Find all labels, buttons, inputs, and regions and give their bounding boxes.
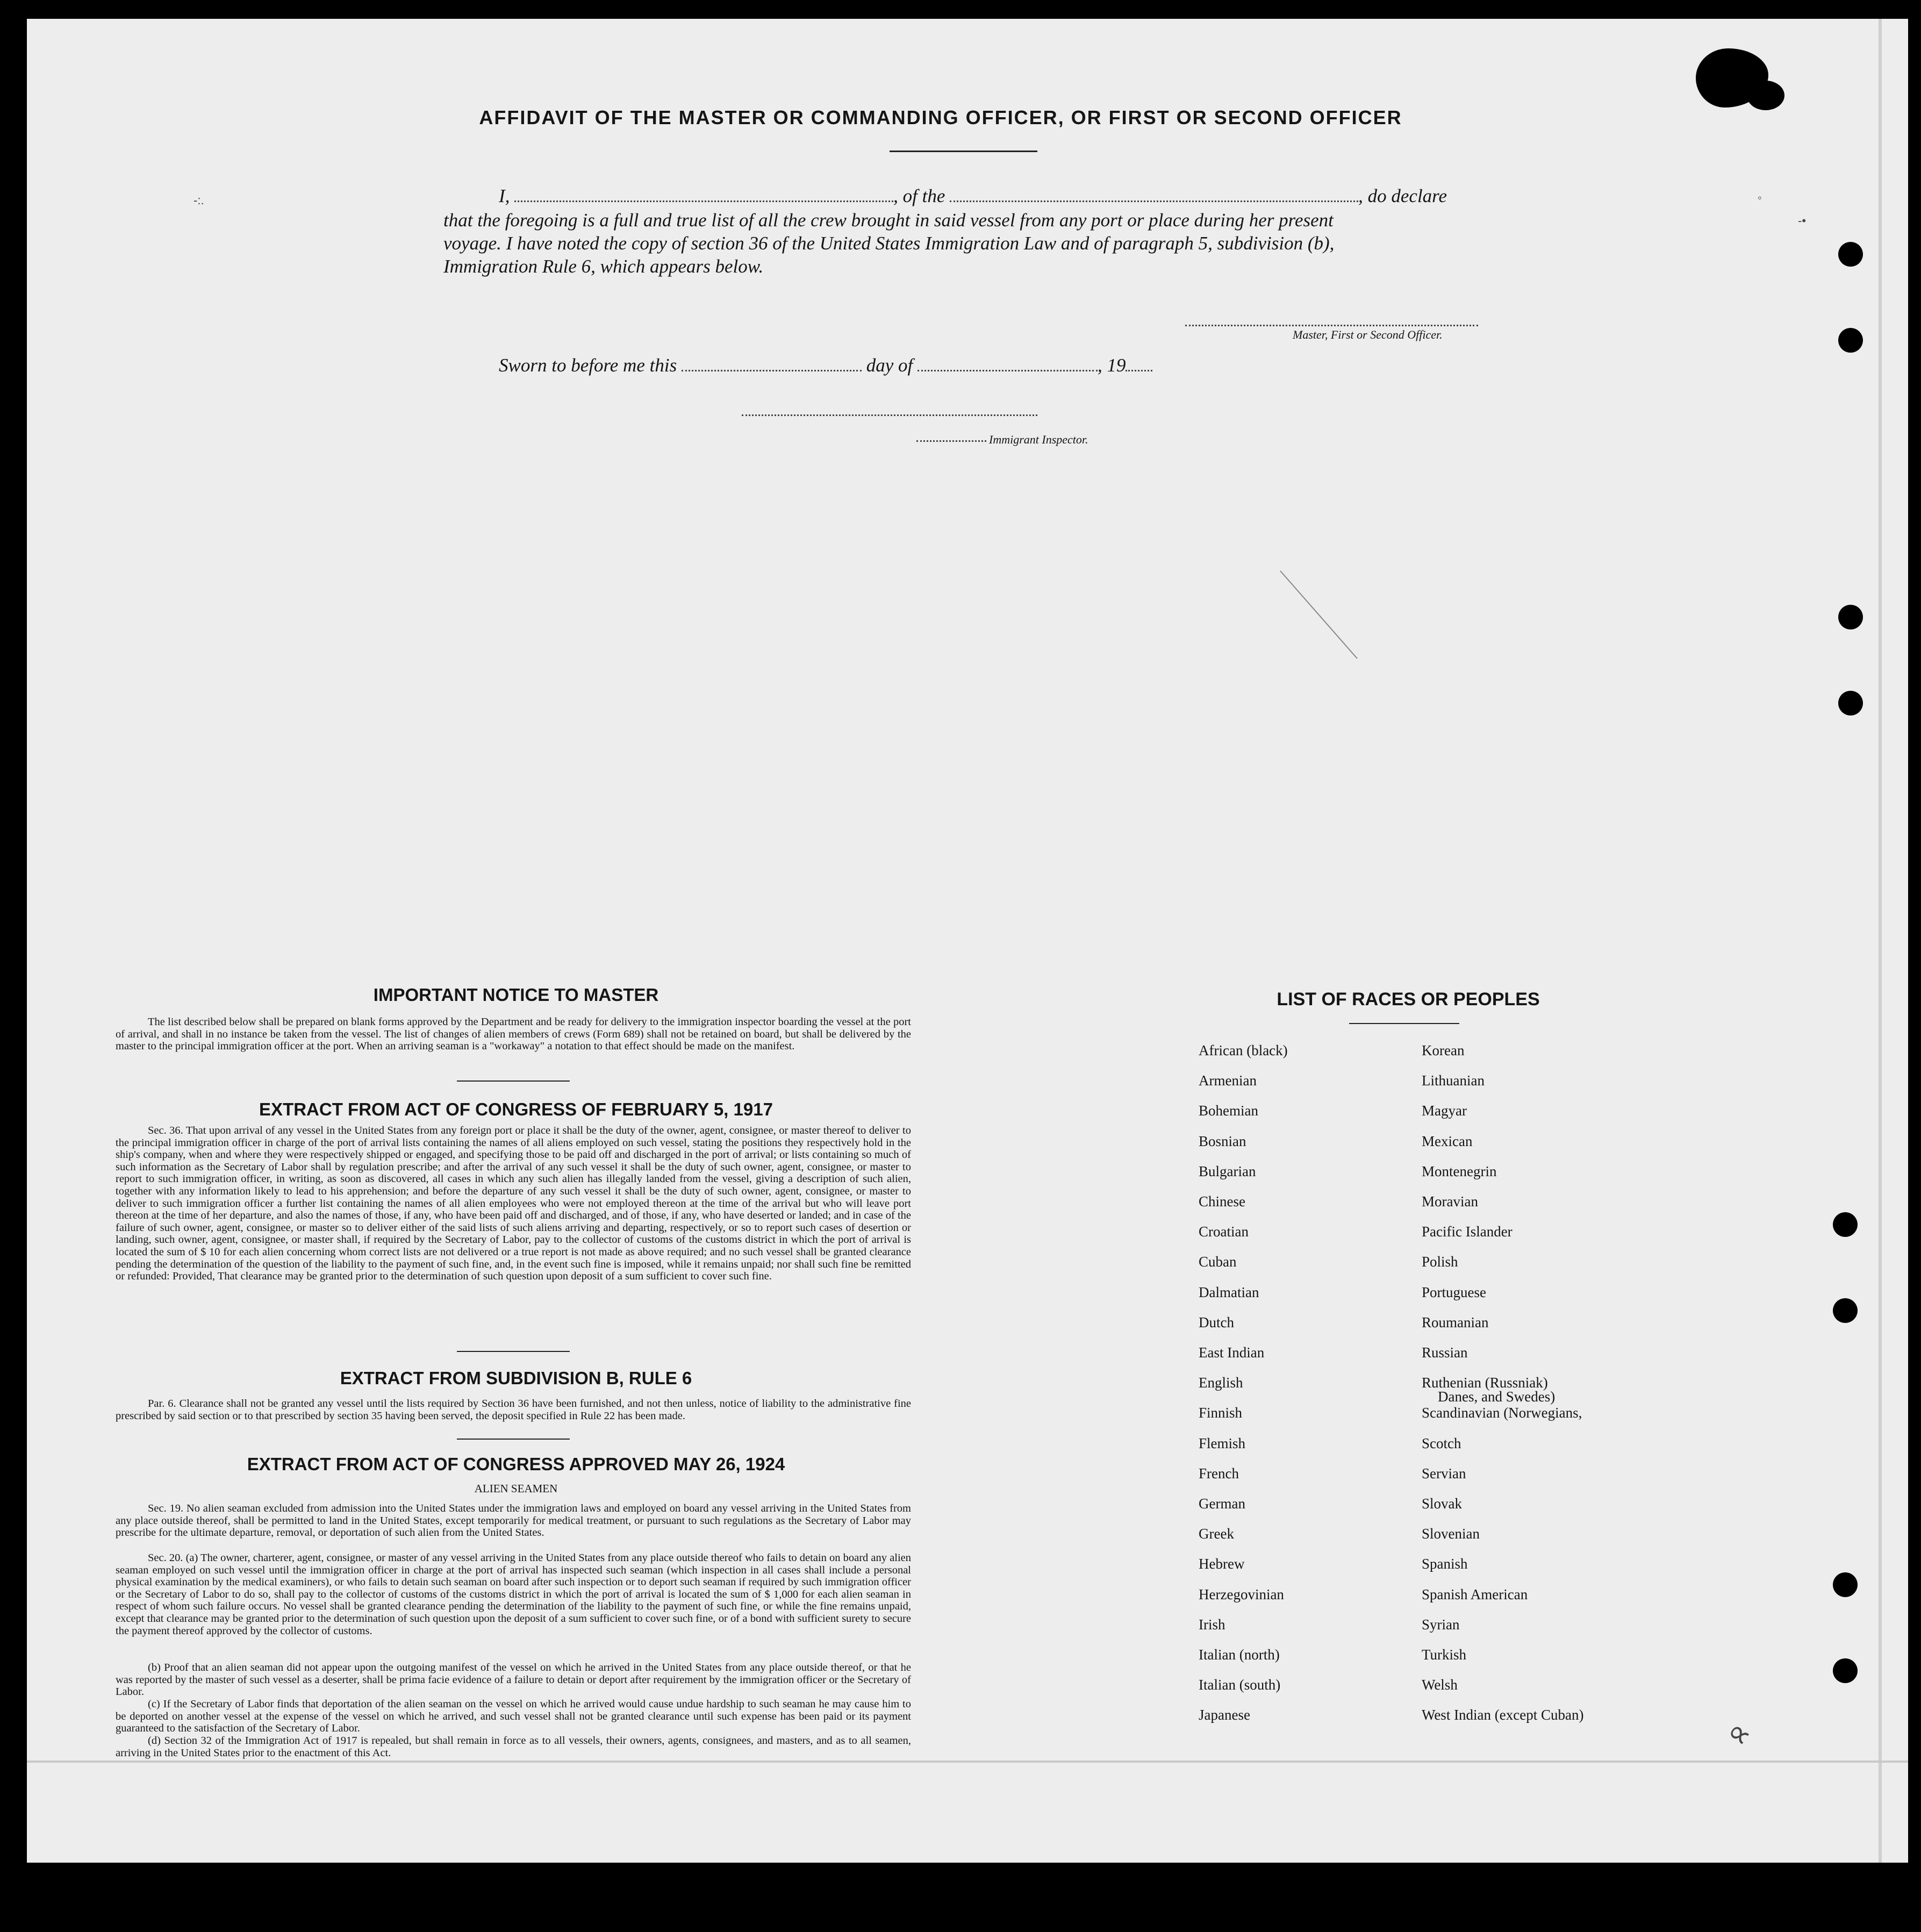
race-item: French: [1199, 1465, 1239, 1482]
section-rule: [457, 1351, 570, 1352]
race-item: Mexican: [1422, 1133, 1473, 1149]
day-of-label: day of: [866, 355, 913, 376]
extract-1924-sec20b: (b) Proof that an alien seaman did not appear upon the outgoing manifest of the vessel on which he arrived in the United States from any place outside thereof, or that he was reported by the master of such vessel as a deserter, shall be prima facie evidence of a failure to detain or deport after requirement by the immigration officer or the Secretary of Labor.: [116, 1662, 911, 1698]
extract-1924-title: EXTRACT FROM ACT OF CONGRESS APPROVED MAY 26, 1924: [247, 1454, 785, 1474]
race-item: Bosnian: [1199, 1133, 1246, 1149]
race-item: African (black): [1199, 1042, 1288, 1058]
affidavit-line-1: [499, 185, 1447, 207]
name-blank[interactable]: [514, 200, 893, 202]
race-item: Hebrew: [1199, 1556, 1245, 1572]
extract-1917-title: EXTRACT FROM ACT OF CONGRESS OF FEBRUARY 5, 1917: [259, 1099, 773, 1119]
race-item: Herzegovinian: [1199, 1586, 1284, 1602]
race-item: Slovak: [1422, 1495, 1463, 1512]
vessel-blank[interactable]: [950, 200, 1358, 202]
scan-mark: -:.: [193, 194, 204, 207]
race-item: German: [1199, 1495, 1245, 1512]
binder-hole-icon: [1838, 605, 1863, 629]
affidavit-line-3: voyage. I have noted the copy of section 36 of the United States Immigration Law and of paragraph 5, subdivision (b),: [443, 233, 1335, 254]
sworn-day-blank[interactable]: [682, 369, 862, 371]
race-item: Chinese: [1199, 1193, 1245, 1210]
notice-text: The list described below shall be prepared on blank forms approved by the Department and be ready for delivery to the immigration inspector boarding the vessel at the port of arrival, and shall in no instance be taken from the vessel. The list of changes of alien members of crews (Form 689) shall not be retained on board, but shall be delivered by the master to the principal immigration officer at the port. When an arriving seaman is a "workaway" a notation to that effect should be made on the manifest.: [116, 1016, 911, 1053]
race-item: West Indian (except Cuban): [1422, 1707, 1584, 1723]
extract-rule6-text: Par. 6. Clearance shall not be granted any vessel until the lists required by Section 36 have been furnished, and not then unless, notice of liability to the administrative fine prescribed by said section or to that prescribed by section 35 having been served, the deposit specified in Rule 22 has been made.: [116, 1398, 911, 1422]
page-fold: [1879, 19, 1882, 1863]
binder-hole-icon: [1838, 328, 1863, 353]
race-item: Cuban: [1199, 1254, 1237, 1270]
race-item: Moravian: [1422, 1193, 1478, 1210]
binder-hole-icon: [1833, 1298, 1858, 1323]
affidavit-title: AFFIDAVIT OF THE MASTER OR COMMANDING OFFICER, OR FIRST OR SECOND OFFICER: [479, 106, 1402, 128]
alien-seamen-subtitle: ALIEN SEAMEN: [474, 1482, 558, 1495]
race-item: Finnish: [1199, 1405, 1243, 1421]
section-rule: [457, 1081, 570, 1082]
race-item: Japanese: [1199, 1707, 1250, 1723]
race-item: Turkish: [1422, 1647, 1467, 1663]
race-item: Korean: [1422, 1042, 1465, 1058]
race-item: Ruthenian (Russniak): [1422, 1375, 1548, 1391]
race-item: Italian (south): [1199, 1677, 1281, 1693]
race-item: Bulgarian: [1199, 1163, 1256, 1179]
race-item: Russian: [1422, 1344, 1468, 1361]
race-item: English: [1199, 1375, 1243, 1391]
of-the-label: , of the: [893, 185, 945, 206]
race-item: Pacific Islander: [1422, 1223, 1513, 1240]
race-item: Portuguese: [1422, 1284, 1486, 1300]
page-bottom-edge: [27, 1761, 1908, 1763]
race-item: Slovenian: [1422, 1526, 1480, 1542]
notice-title: IMPORTANT NOTICE TO MASTER: [373, 985, 659, 1005]
binder-hole-icon: [1833, 1658, 1858, 1683]
binder-hole-icon: [1838, 691, 1863, 715]
races-title-rule: [1349, 1023, 1459, 1024]
extract-rule6-title: EXTRACT FROM SUBDIVISION B, RULE 6: [340, 1368, 692, 1388]
binder-hole-icon: [1833, 1212, 1858, 1237]
race-item: Lithuanian: [1422, 1072, 1485, 1089]
extract-1924-sec20d: (d) Section 32 of the Immigration Act of 1917 is repealed, but shall remain in force as to all vessels, their owners, agents, consignees, and masters, and as to all seamen, arriving in the United States prior to the enactment of this Act.: [116, 1735, 911, 1759]
race-item: Danes, and Swedes): [1438, 1389, 1556, 1405]
race-item: Roumanian: [1422, 1314, 1489, 1330]
affidavit-line-2: that the foregoing is a full and true list of all the crew brought in said vessel from any port or place during her present: [443, 210, 1334, 231]
pencil-stroke: [1279, 570, 1360, 661]
inspector-signature-blank[interactable]: [742, 414, 1037, 416]
scan-mark: -•: [1798, 214, 1807, 227]
race-item: Scotch: [1422, 1435, 1461, 1451]
race-item: East Indian: [1199, 1344, 1265, 1361]
sworn-month-blank[interactable]: [918, 369, 1098, 371]
title-rule: [890, 151, 1037, 152]
race-item: Bohemian: [1199, 1103, 1258, 1119]
race-item: Croatian: [1199, 1223, 1249, 1240]
sworn-line: [499, 355, 1152, 376]
race-item: Greek: [1199, 1526, 1234, 1542]
master-signature-blank[interactable]: [1185, 324, 1478, 326]
section-rule: [457, 1439, 570, 1440]
inspector-prefix-blank[interactable]: [916, 440, 986, 442]
extract-1917-text: Sec. 36. That upon arrival of any vessel in the United States from any foreign port or place it shall be the duty of the owner, agent, consignee, or master thereof to deliver to the principal immigration officer in charge of the port of arrival lists containing the names of all aliens employed on such vessel, stating the positions they respectively hold in the ship's company, when and where they were respectively shipped or engaged, and specifying those to be paid off and discharged in the port of arrival; or lists containing so much of such information as the Secretary of Labor shall by regulation prescribe; and after the arrival of any such vessel it shall be the duty of such owner, agent, consignee, or master to report to such immigration officer, in writing, as soon as discovered, all cases in which any such alien has illegally landed from the vessel, giving a description of such alien, together with any information likely to lead to his apprehension; and before the departure of any such vessel it shall be the duty of such owner, agent, consignee, or master to deliver to such immigration officer a further list containing the names of all alien employees who were not employed thereon at the time of the arrival but who will leave port thereon at the time of her departure, and also the names of those, if any, who have been paid off and discharged, and of those, if any, who have deserted or landed; and in case of the failure of such owner, agent, consignee, or master so to deliver either of the said lists of such aliens arriving and departing, respectively, or so to report such cases of desertion or landing, such owner, agent, consignee, or master shall, if required by the Secretary of Labor, pay to the collector of customs of the customs district in which the port of arrival is located the sum of $ 10 for each alien concerning whom correct lists are not delivered or a true report is not made as above required; and no such vessel shall be granted clearance pending the determination of the question of the liability to the payment of such fine, and, in the event such fine is imposed, while it remains unpaid; nor shall such fine be remitted or refunded: Provided, That clearance may be granted prior to the determination of such question upon deposit of a sum sufficient to cover such fine.: [116, 1125, 911, 1283]
race-item: Polish: [1422, 1254, 1458, 1270]
race-item: Welsh: [1422, 1677, 1458, 1693]
do-declare-label: , do declare: [1358, 185, 1447, 206]
extract-1924-sec20a: Sec. 20. (a) The owner, charterer, agent, consignee, or master of any vessel arriving in the United States from any place outside thereof who fails to detain on board any alien seaman employed on such vessel until the immigration officer in charge at the port of arrival has inspected such seaman (which inspection in all cases shall include a personal physical examination by the medical examiners), or who fails to detain such seaman on board after such inspection or to deport such seaman if required by such immigration officer or the Secretary of Labor to do so, shall pay to the collector of customs of the customs district in which the port of arrival is located the sum of $ 1,000 for each alien seaman in respect of whom such failure occurs. No vessel shall be granted clearance pending the determination of the liability to the payment of such fine, or while the fine remains unpaid, except that clearance may be granted prior to the determination of such question upon the deposit of a sum sufficient to cover such fine, or of a bond with sufficient surety to secure the payment thereof approved by the collector of customs.: [116, 1552, 911, 1637]
sworn-year-blank[interactable]: [1126, 369, 1152, 371]
race-item: Spanish American: [1422, 1586, 1528, 1602]
sworn-label: Sworn to before me this: [499, 355, 677, 376]
extract-1924-sec19: Sec. 19. No alien seaman excluded from admission into the United States under the immigration laws and employed on board any vessel arriving in the United States from any place outside thereof, shall be permitted to land in the United States, except temporarily for medical treatment, or pursuant to such regulations as the Secretary of Labor may prescribe for the ultimate departure, removal, or deportation of such alien from the United States.: [116, 1502, 911, 1539]
scan-mark: ◦: [1758, 191, 1762, 204]
pen-mark: ∝: [1719, 1712, 1760, 1755]
race-item: Italian (north): [1199, 1647, 1280, 1663]
binder-hole-icon: [1838, 242, 1863, 267]
race-item: Armenian: [1199, 1072, 1257, 1089]
inspector-label: Immigrant Inspector.: [989, 433, 1088, 446]
race-item: Servian: [1422, 1465, 1466, 1482]
i-label: I,: [499, 185, 510, 206]
race-item: Dalmatian: [1199, 1284, 1259, 1300]
year-prefix-label: , 19: [1097, 355, 1126, 376]
race-item: Dutch: [1199, 1314, 1234, 1330]
race-item: Syrian: [1422, 1616, 1460, 1633]
master-signature-label: Master, First or Second Officer.: [1293, 328, 1443, 341]
affidavit-line-4: Immigration Rule 6, which appears below.: [443, 256, 764, 277]
race-item: Scandinavian (Norwegians,: [1422, 1405, 1582, 1421]
torn-corner-fragment: [1747, 81, 1784, 110]
race-item: Montenegrin: [1422, 1163, 1497, 1179]
races-title: LIST OF RACES OR PEOPLES: [1277, 989, 1540, 1010]
binder-hole-icon: [1833, 1572, 1858, 1597]
race-item: Spanish: [1422, 1556, 1468, 1572]
extract-1924-sec20c: (c) If the Secretary of Labor finds that deportation of the alien seaman on the vessel on which he arrived would cause undue hardship to such seaman he may cause him to be deported on another vessel at the expense of the vessel on which he arrived, and such vessel shall not be granted clearance until such expense has been paid or its payment guaranteed to the satisfaction of the Secretary of Labor.: [116, 1698, 911, 1735]
race-item: Irish: [1199, 1616, 1225, 1633]
race-item: Magyar: [1422, 1103, 1467, 1119]
race-item: Flemish: [1199, 1435, 1246, 1451]
